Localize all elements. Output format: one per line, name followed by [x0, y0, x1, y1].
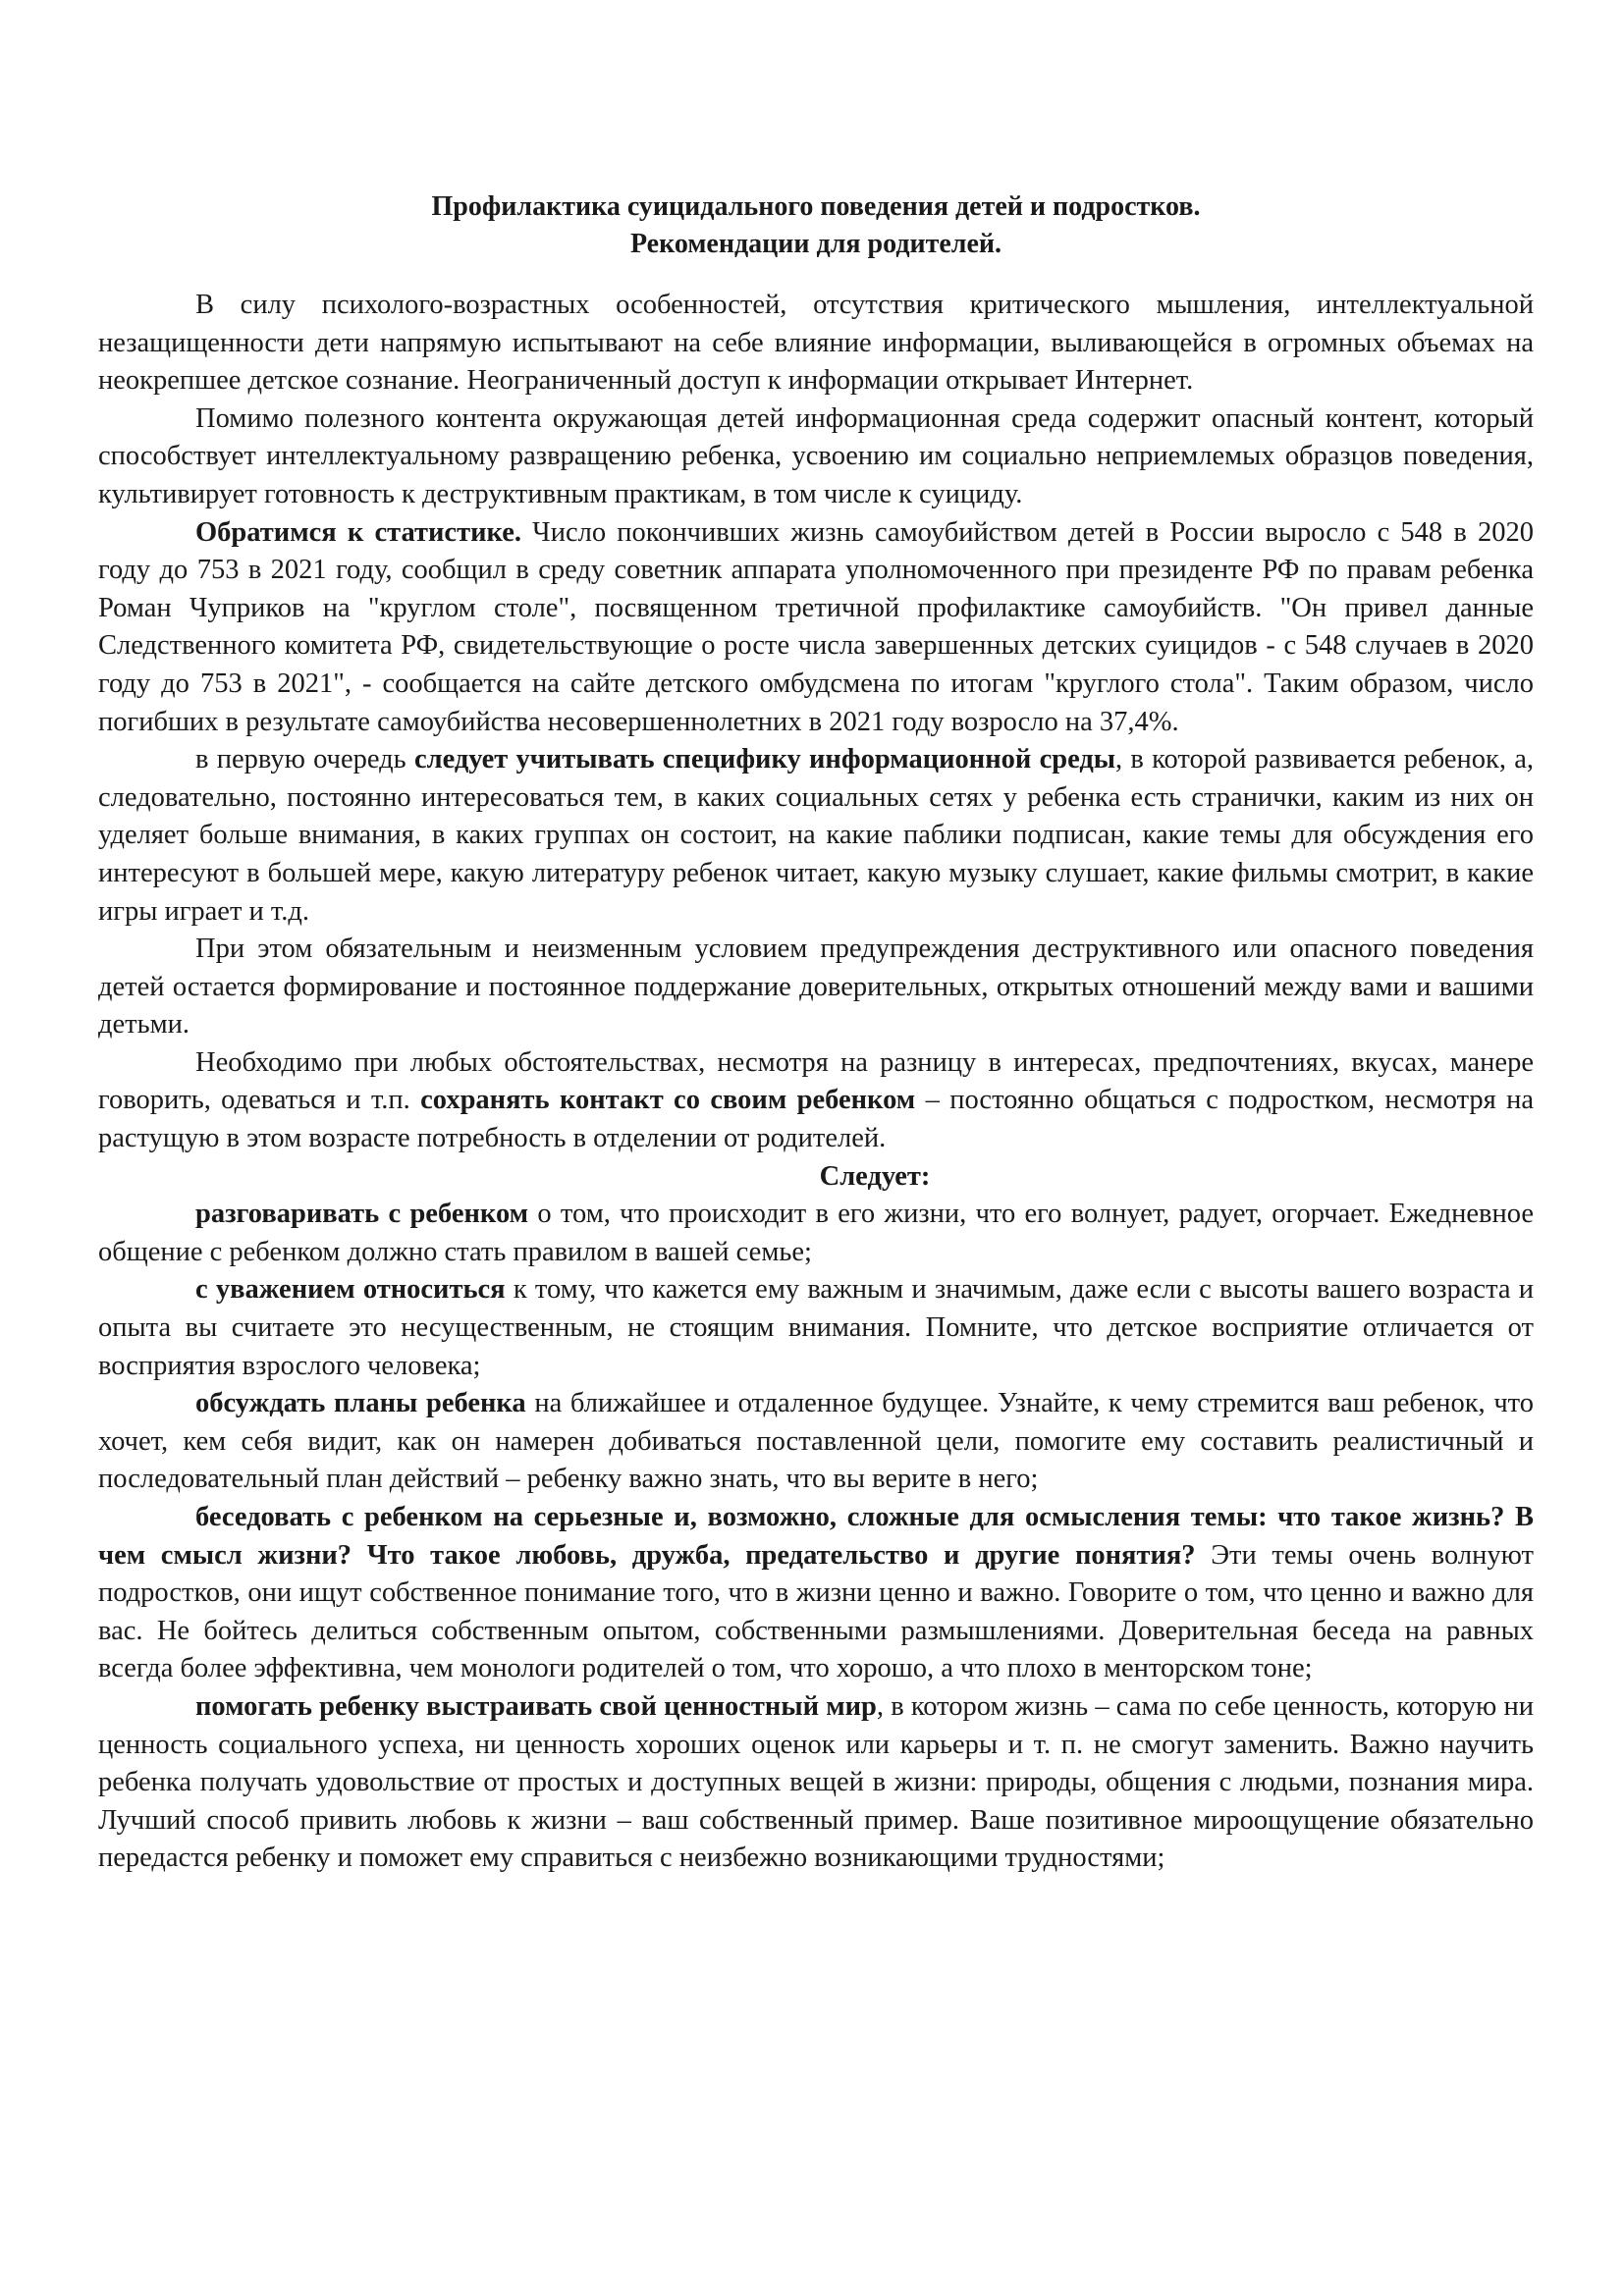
paragraph-statistics: [98, 514, 1534, 742]
contact-text: – постоянно общаться с подростком, несмотря на растущую в этом возрасте потребность в отделении от родителей.: [98, 1085, 1535, 1154]
info-environment-bold: следует учитывать специфику информационной среды: [413, 744, 1116, 775]
list-item-serious-topics: [98, 1499, 1534, 1688]
document-title: [98, 188, 1534, 263]
list-item-talk: [98, 1196, 1534, 1271]
plans-text: на ближайшее и отдаленное будущее. Узнайте, к чему стремится ваш ребенок, что хочет, кем себя видит, как он намерен добиваться поставленной цели, помогите ему составить реалистичный и последовательный план действий – ребенку важно знать, что вы верите в него;: [98, 1388, 1534, 1495]
contact-pre: Необходимо при любых обстоятельствах, несмотря на разницу в интересах, предпочтениях, вкусах, манере говорить, одеваться и т.п.: [98, 1046, 1534, 1116]
info-environment-text: , в которой развивается ребенок, а, следовательно, постоянно интересоваться тем, в каких социальных сетях у ребенка есть странички, каким из них он уделяет больше внимания, в каких группах он состоит, на какие паблики подписан, какие темы для обсуждения его интересуют в большей мере, какую литературу ребенок читает, какую музыку слушает, какие фильмы смотрит, в какие игры играет и т.д.: [98, 744, 1534, 927]
list-item-plans: [98, 1385, 1534, 1499]
talk-text: о том, что происходит в его жизни, что его волнует, радует, огорчает. Ежедневное общение с ребенком должно стать правилом в вашей семье;: [98, 1199, 1534, 1267]
statistics-text: Число покончивших жизнь самоубийством детей в России выросло с 548 в 2020 году до 753 в 2021 году, сообщил в среду советник аппарата уполномоченного при президенте РФ по правам ребенка Роман Чуприков на "круглом столе", посвященном третичной профилактике самоубийств. "Он привел данные Следственного комитета РФ, свидетельствующие о росте числа завершенных детских суицидов - с 548 случаев в 2020 году до 753 в 2021", - сообщается на сайте детского омбудсмена по итогам "круглого стола". Таким образом, число погибших в результате самоубийства несовершеннолетних в 2021 году возросло на 37,4%.: [98, 516, 1535, 737]
values-bold: помогать ребенку выстраивать свой ценностный мир: [195, 1690, 877, 1722]
serious-topics-text: Эти темы очень волнуют подростков, они ищут собственное понимание того, что в жизни ценно и важно. Говорите о том, что ценно и важно для вас. Не бойтесь делиться собственным опытом, собственными размышлениями. Доверительная беседа на равных всегда более эффективна, чем монологи родителей о том, что хорошо, а что плохо в менторском тоне;: [98, 1539, 1534, 1684]
paragraph-trust: При этом обязательным и неизменным условием предупреждения деструктивного или опасного поведения детей остается формирование и постоянное поддержание доверительных, открытых отношений между вами и вашими детьми.: [98, 934, 1534, 1041]
contact-bold: сохранять контакт со своим ребенком: [420, 1085, 916, 1116]
statistics-lead: Обратимся к статистике.: [195, 516, 521, 548]
section-heading-should: Следует:: [819, 1160, 931, 1192]
title-line-1: Профилактика суицидального поведения детей и подростков.: [431, 191, 1201, 222]
paragraph-content-risks: Помимо полезного контента окружающая детей информационная среда содержит опасный контент, который способствует интеллектуальному развращению ребенка, усвоению им социально неприемлемых образцов поведения, культивирует готовность к деструктивным практикам, в том числе к суициду.: [98, 402, 1534, 509]
respect-bold: с уважением относиться: [195, 1274, 506, 1306]
values-text: , в котором жизнь – сама по себе ценность, которую ни ценность социального успеха, ни ценность хороших оценок или карьеры и т. п. не смогут заменить. Важно научить ребенка получать удовольствие от простых и доступных вещей в жизни: природы, общения с людьми, познания мира. Лучший способ привить любовь к жизни – ваш собственный пример. Ваше позитивное мироощущение обязательно передастся ребенку и поможет ему справиться с неизбежно возникающими трудностями;: [98, 1690, 1534, 1874]
paragraph-contact: [98, 1044, 1534, 1158]
serious-topics-bold: беседовать с ребенком на серьезные и, возможно, сложные для осмысления темы: что такое жизнь? В чем смысл жизни? Что такое любовь, дружба, предательство и другие понятия?: [98, 1502, 1534, 1571]
talk-bold: разговаривать с ребенком: [195, 1199, 529, 1230]
plans-bold: обсуждать планы ребенка: [195, 1388, 526, 1419]
paragraph-info-environment: [98, 741, 1534, 931]
respect-text: к тому, что кажется ему важным и значимым, даже если с высоты вашего возраста и опыта вы считаете это несущественным, не стоящим внимания. Помните, что детское восприятие отличается от восприятия взрослого человека;: [98, 1274, 1534, 1381]
list-item-respect: [98, 1271, 1534, 1385]
list-item-values: [98, 1688, 1534, 1878]
paragraph-intro: В силу психолого-возрастных особенностей, отсутствия критического мышления, интеллектуальной незащищенности дети напрямую испытывают на себе влияние информации, выливающейся в огромных объемах на неокрепшее детское сознание. Неограниченный доступ к информации открывает Интернет.: [98, 290, 1534, 397]
info-environment-pre: в первую очередь: [195, 744, 414, 775]
title-line-2: Рекомендации для родителей.: [629, 229, 1002, 259]
